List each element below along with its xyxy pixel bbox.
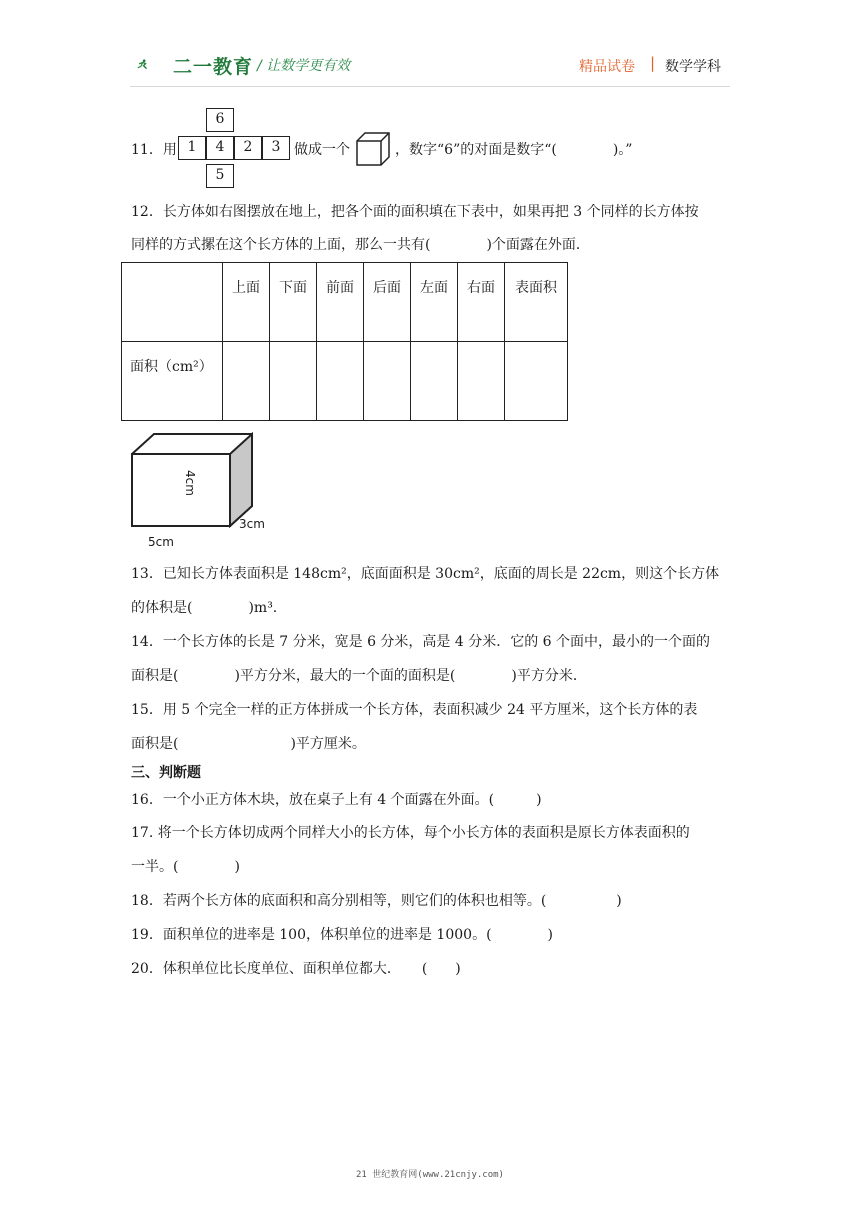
net-cell-center: 4 bbox=[206, 136, 234, 160]
depth-label: 3cm bbox=[239, 517, 265, 531]
q18-text: 18．若两个长方体的底面积和高分别相等，则它们的体积也相等。( ) bbox=[131, 893, 622, 909]
table-cell bbox=[364, 342, 411, 421]
table-cell bbox=[317, 342, 364, 421]
q15-line1: 15．用 5 个完全一样的正方体拼成一个长方体，表面积减少 24 平方厘米，这个长方体的表 bbox=[131, 702, 698, 718]
net-cell-left: 1 bbox=[178, 136, 206, 160]
logo-text: 二一教育 bbox=[173, 56, 254, 78]
cube-icon bbox=[355, 131, 391, 167]
page-footer: 21 世纪教育网(www.21cnjy.com) bbox=[356, 1170, 504, 1180]
table-header-cell bbox=[122, 263, 223, 342]
net-cell-bottom: 5 bbox=[206, 164, 234, 188]
q17-line1: 17. 将一个长方体切成两个同样大小的长方体，每个小长方体的表面积是原长方体表面积的 bbox=[131, 825, 690, 841]
table-cell bbox=[223, 342, 270, 421]
q16-text: 16．一个小正方体木块，放在桌子上有 4 个面露在外面。( ) bbox=[131, 792, 542, 808]
q12-line2: 同样的方式摞在这个长方体的上面，那么一共有( )个面露在外面． bbox=[131, 237, 590, 253]
header-label: 精品试卷 bbox=[579, 59, 635, 75]
header-slogan: / 让数学更有效 bbox=[257, 58, 351, 74]
q15-line2: 面积是( )平方厘米。 bbox=[131, 736, 366, 752]
length-label: 5cm bbox=[148, 535, 174, 549]
q12-line1: 12．长方体如右图摆放在地上，把各个面的面积填在下表中，如果再把 3 个同样的长方体按 bbox=[131, 204, 699, 220]
table-cell bbox=[270, 342, 317, 421]
net-cell-top: 6 bbox=[206, 108, 234, 132]
runner-logo-icon bbox=[137, 48, 173, 80]
table-header-row bbox=[122, 263, 568, 342]
net-cell-far-right: 3 bbox=[262, 136, 290, 160]
q14-line1: 14．一个长方体的长是 7 分米，宽是 6 分米，高是 4 分米．它的 6 个面中，最小的一个面的 bbox=[131, 634, 711, 650]
q11-suffix: ，数字“6”的对面是数字“( )。” bbox=[395, 142, 633, 158]
area-table bbox=[121, 262, 568, 421]
q17-line2: 一半。( ) bbox=[131, 859, 240, 875]
table-header-cell: 表面积 bbox=[505, 263, 568, 342]
table-cell bbox=[411, 342, 458, 421]
q19-text: 19．面积单位的进率是 100，体积单位的进率是 1000。( ) bbox=[131, 927, 553, 943]
table-cell bbox=[458, 342, 505, 421]
table-cell bbox=[505, 342, 568, 421]
q11-middle: 做成一个 bbox=[294, 142, 350, 158]
table-row bbox=[122, 342, 568, 421]
q14-line2: 面积是( )平方分米，最大的一个面的面积是( )平方分米． bbox=[131, 668, 587, 684]
table-header-cell: 左面 bbox=[411, 263, 458, 342]
table-row-label: 面积（cm²） bbox=[122, 342, 223, 421]
table-header-cell: 下面 bbox=[270, 263, 317, 342]
q20-text: 20．体积单位比长度单位、面积单位都大． ( ) bbox=[131, 961, 461, 977]
header-subject: 数学学科 bbox=[665, 59, 721, 75]
header-divider bbox=[130, 86, 730, 87]
net-cell-right: 2 bbox=[234, 136, 262, 160]
q13-line1: 13．已知长方体表面积是 148cm²，底面面积是 30cm²，底面的周长是 22cm，则这个长方体 bbox=[131, 566, 720, 582]
table-header-cell: 前面 bbox=[317, 263, 364, 342]
q11-prefix: 11．用 bbox=[131, 142, 177, 158]
table-header-cell: 上面 bbox=[223, 263, 270, 342]
header-separator: | bbox=[650, 54, 656, 72]
section-title: 三、判断题 bbox=[131, 765, 201, 781]
q13-line2: 的体积是( )m³. bbox=[131, 600, 278, 616]
table-header-cell: 后面 bbox=[364, 263, 411, 342]
table-header-cell: 右面 bbox=[458, 263, 505, 342]
height-label: 4cm bbox=[183, 470, 197, 496]
